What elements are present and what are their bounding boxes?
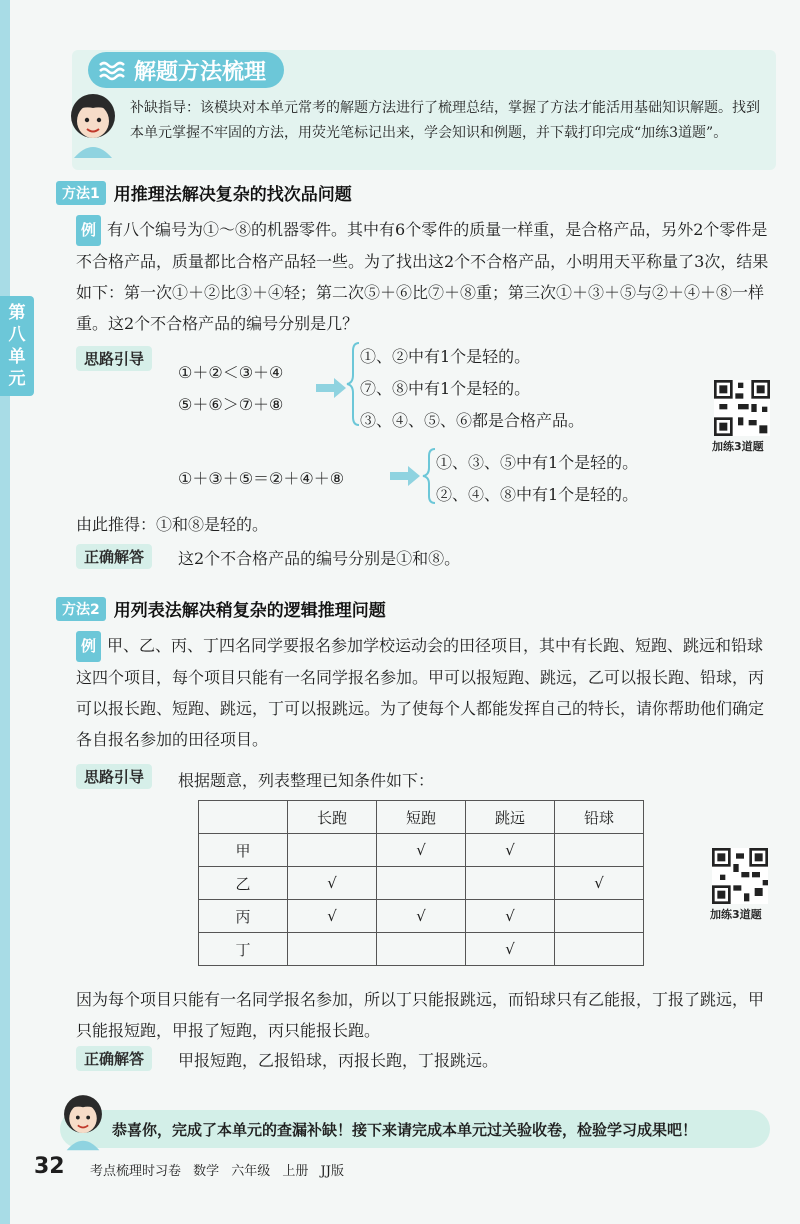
method1-answer-label: 正确解答 (76, 544, 152, 569)
method2-guide-text: 根据题意，列表整理已知条件如下： (178, 771, 435, 790)
table-cell (466, 867, 555, 900)
method1-example (76, 214, 772, 339)
chapter-tab-char: 第 (8, 303, 26, 323)
page-number: 32 (34, 1154, 65, 1179)
method2-heading (56, 596, 386, 621)
table-cell (288, 834, 377, 867)
chapter-tab-char: 单 (8, 347, 26, 367)
method1-heading (56, 180, 352, 205)
brace-icon (422, 448, 436, 504)
method1-title: 用推理法解决复杂的找次品问题 (113, 185, 352, 205)
qr-label: 加练3道题 (712, 440, 764, 453)
girl-avatar-icon (62, 88, 124, 160)
table-cell: 丙 (199, 900, 288, 933)
table-cell: √ (555, 867, 644, 900)
equation-3: ①＋③＋⑤＝②＋④＋⑧ (178, 469, 345, 488)
table-row (199, 834, 644, 867)
table-cell: √ (288, 900, 377, 933)
table-cell: 甲 (199, 834, 288, 867)
table-cell (555, 933, 644, 966)
table-header-cell: 短跑 (377, 801, 466, 834)
table-cell: √ (466, 900, 555, 933)
conclusion-5: ②、④、⑧中有1个是轻的。 (436, 485, 639, 504)
conclusion-4: ①、③、⑤中有1个是轻的。 (436, 453, 639, 472)
conclusion-1: ①、②中有1个是轻的。 (360, 347, 531, 366)
table-cell (555, 900, 644, 933)
girl-avatar-icon (56, 1090, 110, 1152)
table-header-cell (199, 801, 288, 834)
table-cell (555, 834, 644, 867)
congrats-text: 恭喜你，完成了本单元的查漏补缺！接下来请完成本单元过关验收卷，检验学习成果吧！ (112, 1121, 698, 1139)
method1-answer: 这2个不合格产品的编号分别是①和⑧。 (178, 549, 461, 568)
method1-tag: 方法1 (56, 181, 106, 205)
book-info: 考点梳理时习卷 数学 六年级 上册 JJ版 (90, 1164, 344, 1179)
chapter-tab-char: 元 (8, 369, 26, 389)
equation-1: ①＋②＜③＋④ (178, 363, 284, 382)
table-header-row (199, 801, 644, 834)
equation-2: ⑤＋⑥＞⑦＋⑧ (178, 395, 284, 414)
side-strip (0, 0, 10, 1224)
table-row (199, 867, 644, 900)
example-tag: 例 (76, 215, 101, 246)
conditions-table (198, 800, 644, 966)
method2-example-text: 甲、乙、丙、丁四名同学要报名参加学校运动会的田径项目，其中有长跑、短跑、跳远和铅球这四个项目，每个项目只能有一名同学报名参加。甲可以报短跑、跳远，乙可以报长跑、铅球，丙可以报长跑、短跑、跳远，丁可以报跳远。为了使每个人都能发挥自己的特长，请你帮助他们确定各自报名参加的田径项目。 (76, 636, 765, 749)
section-title-pill (88, 52, 284, 88)
table-cell: √ (466, 933, 555, 966)
table-cell: √ (466, 834, 555, 867)
method2-tag: 方法2 (56, 597, 106, 621)
arrow-right-icon (316, 378, 346, 398)
table-header-cell: 长跑 (288, 801, 377, 834)
method1-guide-label: 思路引导 (76, 346, 152, 371)
chapter-tab-char: 八 (8, 325, 26, 345)
table-cell: √ (288, 867, 377, 900)
table-header-cell: 跳远 (466, 801, 555, 834)
wave-icon (98, 59, 128, 81)
deduction: 由此推得：①和⑧是轻的。 (76, 515, 269, 534)
section-title: 解题方法梳理 (134, 59, 267, 85)
method2-answer: 甲报短跑，乙报铅球，丙报长跑，丁报跳远。 (178, 1051, 499, 1070)
table-header-cell: 铅球 (555, 801, 644, 834)
method2-guide-label: 思路引导 (76, 764, 152, 789)
table-cell (377, 933, 466, 966)
table-row (199, 900, 644, 933)
table-row (199, 933, 644, 966)
table-cell: √ (377, 900, 466, 933)
table-cell: √ (377, 834, 466, 867)
conclusion-2: ⑦、⑧中有1个是轻的。 (360, 379, 531, 398)
method2-title: 用列表法解决稍复杂的逻辑推理问题 (113, 601, 386, 621)
arrow-right-icon (390, 466, 420, 486)
brace-icon (346, 342, 360, 426)
table-cell: 乙 (199, 867, 288, 900)
chapter-tab (0, 296, 34, 396)
method2-example (76, 630, 772, 755)
qr-label: 加练3道题 (710, 908, 762, 921)
table-cell (377, 867, 466, 900)
intro-text: 补缺指导：该模块对本单元常考的解题方法进行了梳理总结，掌握了方法才能活用基础知识解题。找到本单元掌握不牢固的方法，用荧光笔标记出来，学会知识和例题，并下载打印完成“加练3道题”。 (130, 100, 760, 141)
table-cell (288, 933, 377, 966)
method1-example-text: 有八个编号为①～⑧的机器零件。其中有6个零件的质量一样重，是合格产品，另外2个零件是不合格产品，质量都比合格产品轻一些。为了找出这2个不合格产品，小明用天平称量了3次，结果如下：第一次①＋②比③＋④轻；第二次⑤＋⑥比⑦＋⑧重；第三次①＋③＋⑤与②＋④＋⑧一样重。这2个不合格产品的编号分别是几？ (76, 220, 769, 333)
example-tag: 例 (76, 631, 101, 662)
method2-answer-label: 正确解答 (76, 1046, 152, 1071)
qr-code-icon[interactable] (714, 380, 770, 436)
conclusion-3: ③、④、⑤、⑥都是合格产品。 (360, 411, 585, 430)
table-cell: 丁 (199, 933, 288, 966)
method2-reasoning: 因为每个项目只能有一名同学报名参加，所以丁只能报跳远，而铅球只有乙能报，丁报了跳远，甲只能报短跑，甲报了短跑，丙只能报长跑。 (76, 990, 765, 1040)
qr-code-icon[interactable] (712, 848, 768, 904)
